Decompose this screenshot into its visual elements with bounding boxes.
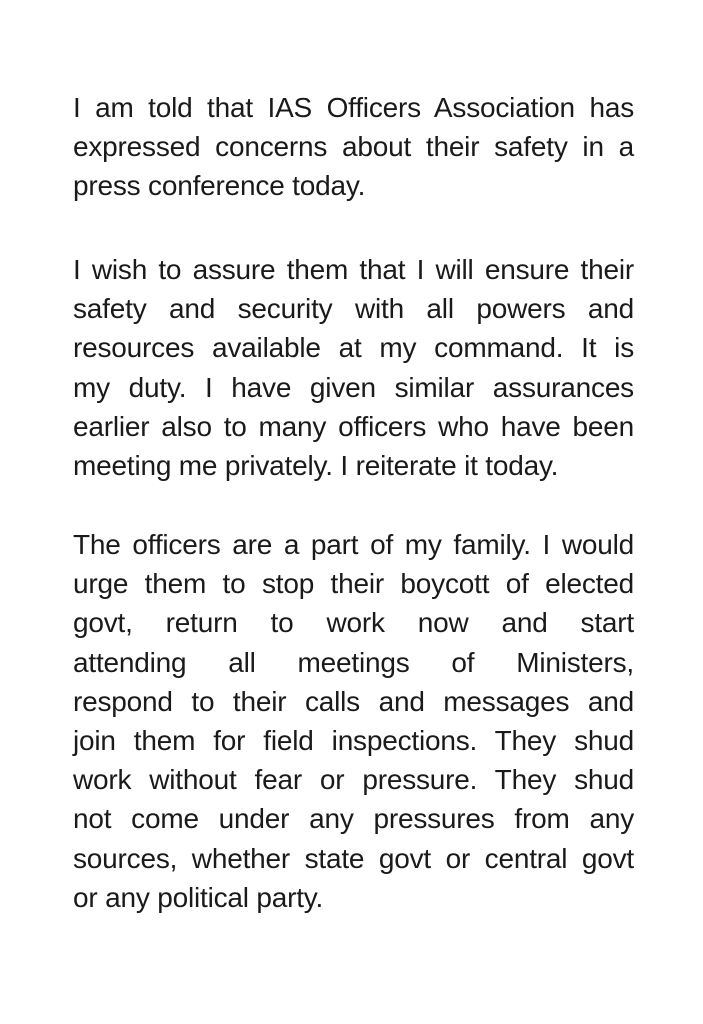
- text-line: The officers are a part of my family. I would: [73, 529, 634, 560]
- paragraph-1: [73, 88, 634, 206]
- text-line: safety and security with all powers and: [73, 293, 634, 325]
- paragraph-3: [73, 525, 634, 917]
- text-line: govt, return to work now and start: [73, 607, 634, 639]
- text-line: attending all meetings of Ministers,: [73, 646, 634, 678]
- text-line: join them for field inspections. They shud: [73, 724, 634, 756]
- text-line: I wish to assure them that I will ensure their: [73, 254, 634, 285]
- text-line: respond to their calls and messages and: [73, 685, 634, 717]
- text-line: or any political party.: [73, 881, 324, 913]
- text-line: work without fear or pressure. They shud: [73, 764, 634, 796]
- text-line: sources, whether state govt or central govt: [73, 842, 634, 874]
- text-line: press conference today.: [73, 170, 366, 202]
- text-line: meeting me privately. I reiterate it today.: [73, 449, 559, 481]
- text-line: expressed concerns about their safety in a: [73, 131, 634, 163]
- text-line: urge them to stop their boycott of elected: [73, 568, 634, 600]
- text-line: earlier also to many officers who have been: [73, 410, 634, 442]
- paragraph-2: [73, 250, 634, 485]
- text-line: my duty. I have given similar assurances: [73, 371, 634, 403]
- text-line: resources available at my command. It is: [73, 332, 634, 364]
- text-line: not come under any pressures from any: [73, 803, 634, 835]
- text-line: I am told that IAS Officers Association has: [73, 92, 634, 123]
